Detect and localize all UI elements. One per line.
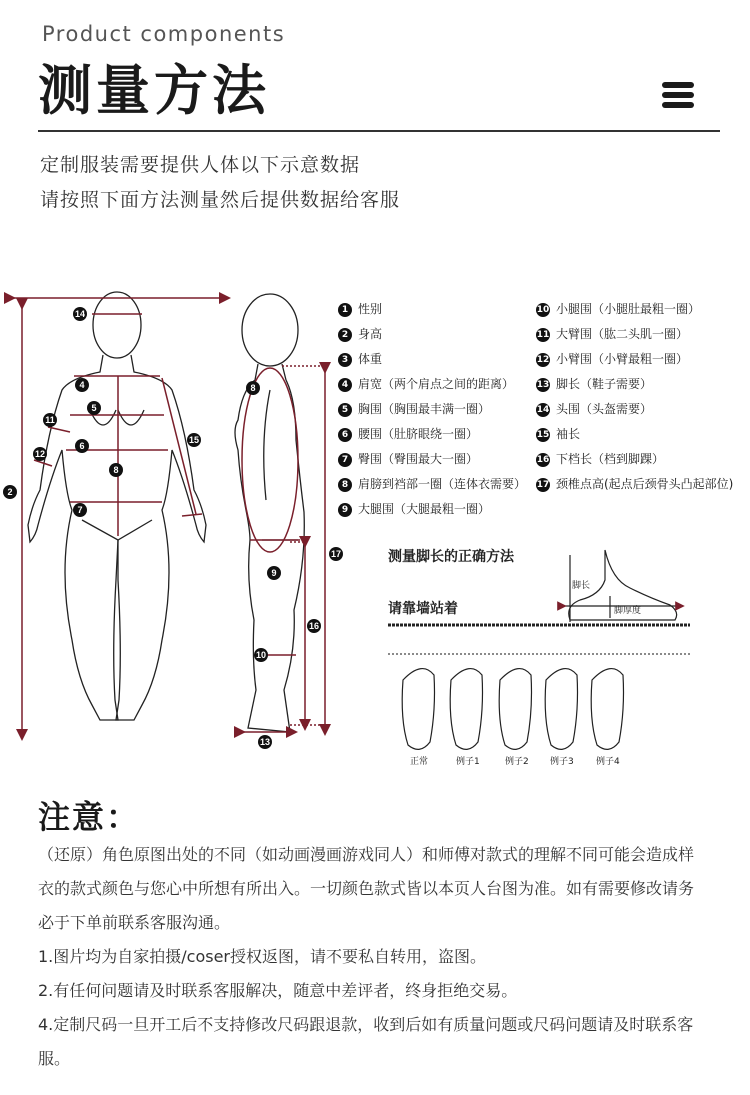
example-label: 例子2	[505, 757, 529, 767]
notice-item-2: 2.有任何问题请及时联系客服解决，随意中差评者，终身拒绝交易。	[38, 981, 518, 1000]
legend-label: 体重	[358, 352, 383, 366]
example-label: 正常	[410, 757, 429, 767]
header-divider	[38, 130, 720, 132]
legend-number: 1	[338, 303, 352, 317]
measure-marker	[307, 619, 321, 633]
measure-marker	[75, 378, 89, 392]
measure-marker	[73, 307, 87, 321]
measure-marker	[109, 463, 123, 477]
foot-length-label: 脚长	[572, 581, 591, 591]
measure-marker-label: 4	[79, 380, 85, 390]
legend-number: 5	[338, 403, 352, 417]
legend-label: 大臂围（肱二头肌一圈）	[556, 327, 689, 341]
measure-marker-label: 12	[34, 449, 46, 459]
legend-number: 17	[536, 479, 550, 490]
legend-label: 脚长（鞋子需要）	[556, 377, 653, 391]
measure-marker	[258, 735, 272, 749]
legend-label: 小腿围（小腿肚最粗一圈）	[556, 302, 701, 316]
measure-marker-label: 9	[271, 568, 277, 578]
legend-number: 12	[536, 354, 550, 365]
body-diagram	[0, 280, 750, 770]
legend-number: 14	[536, 404, 550, 415]
foot-subtitle: 请靠墙站着	[388, 601, 458, 617]
measure-marker-label: 2	[7, 487, 13, 497]
measure-marker-label: 11	[45, 415, 55, 425]
measure-marker-label: 10	[255, 650, 267, 660]
measure-marker	[33, 447, 47, 461]
footprints	[402, 669, 623, 750]
notice-title: 注意：	[38, 798, 141, 836]
legend-label: 肩膀到裆部一圈（连体衣需要）	[358, 477, 527, 491]
intro-line-2: 请按照下面方法测量然后提供数据给客服	[40, 189, 401, 211]
page-title: 测量方法	[38, 59, 270, 122]
measure-marker	[187, 433, 201, 447]
notice-para-line: 必于下单前联系客服沟通。	[38, 913, 231, 932]
menu-icon[interactable]	[662, 80, 694, 110]
legend-label: 袖长	[556, 427, 581, 441]
measure-marker-label: 15	[188, 435, 200, 445]
legend-label: 颈椎点高(起点后颈骨头凸起部位)	[556, 477, 734, 491]
measure-marker-label: 17	[330, 549, 342, 559]
legend-number: 15	[536, 429, 550, 440]
measure-marker-label: 14	[74, 309, 86, 319]
legend-number: 10	[536, 304, 550, 315]
legend-label: 性别	[358, 302, 383, 316]
legend-label: 身高	[358, 327, 383, 341]
legend-label: 头围（头盔需要）	[556, 402, 653, 416]
measure-marker	[246, 381, 260, 395]
legend-number: 16	[536, 454, 550, 465]
legend-label: 腰围（肚脐眼绕一圈）	[358, 427, 479, 441]
measure-marker-label: 8	[250, 383, 256, 393]
legend-number: 4	[338, 378, 352, 392]
example-label: 例子3	[550, 757, 574, 767]
notice-item-4: 4.定制尺码一旦开工后不支持修改尺码跟退款，收到后如有质量问题或尺码问题请及时联系客	[38, 1015, 694, 1034]
measure-marker-label: 13	[259, 737, 271, 747]
intro-line-1: 定制服装需要提供人体以下示意数据	[40, 154, 361, 176]
measure-marker-label: 5	[91, 403, 97, 413]
measure-marker-label: 8	[113, 465, 119, 475]
measure-marker-label: 7	[77, 505, 83, 515]
measure-marker	[329, 547, 343, 561]
legend-number: 8	[338, 478, 352, 492]
measure-marker	[254, 648, 268, 662]
example-label: 例子4	[596, 757, 620, 767]
measure-marker	[43, 413, 57, 427]
legend-number: 13	[536, 379, 550, 390]
notice-item-1: 1.图片均为自家拍摄/coser授权返图，请不要私自转用，盗图。	[38, 947, 487, 966]
legend-number: 7	[338, 453, 352, 467]
measure-marker	[87, 401, 101, 415]
notice-item-4-cont: 服。	[38, 1049, 71, 1068]
example-label: 例子1	[456, 757, 480, 767]
measure-marker-label: 16	[308, 621, 320, 631]
measure-marker	[3, 485, 17, 499]
foot-title: 测量脚长的正确方法	[388, 549, 514, 565]
legend-number: 11	[536, 329, 550, 340]
notice-para-line: （还原）角色原图出处的不同（如动画漫画游戏同人）和师傅对款式的理解不同可能会造成样	[38, 845, 695, 864]
foot-thickness-label: 脚厚度	[614, 606, 642, 616]
legend-number: 2	[338, 328, 352, 342]
legend-label: 小臂围（小臂最粗一圈）	[556, 352, 689, 366]
notice-para-line: 衣的款式颜色与您心中所想有所出入。一切颜色款式皆以本页人台图为准。如有需要修改请务	[38, 879, 695, 898]
legend-label: 胸围（胸围最丰满一圈）	[358, 402, 491, 416]
legend-label: 下档长（档到脚踝）	[556, 452, 665, 466]
legend-label: 大腿围（大腿最粗一圈）	[358, 502, 491, 516]
legend-label: 肩宽（两个肩点之间的距离）	[358, 377, 515, 391]
legend-number: 9	[338, 503, 352, 517]
measure-marker	[267, 566, 281, 580]
measure-marker-label: 6	[79, 441, 85, 451]
legend-number: 3	[338, 353, 352, 367]
front-figure	[28, 292, 206, 720]
legend-label: 臀围（臀围最大一圈）	[358, 452, 479, 466]
side-figure	[235, 294, 304, 732]
subtitle-en: Product components	[42, 22, 286, 46]
legend-number: 6	[338, 428, 352, 442]
measure-marker	[73, 503, 87, 517]
measure-marker	[75, 439, 89, 453]
